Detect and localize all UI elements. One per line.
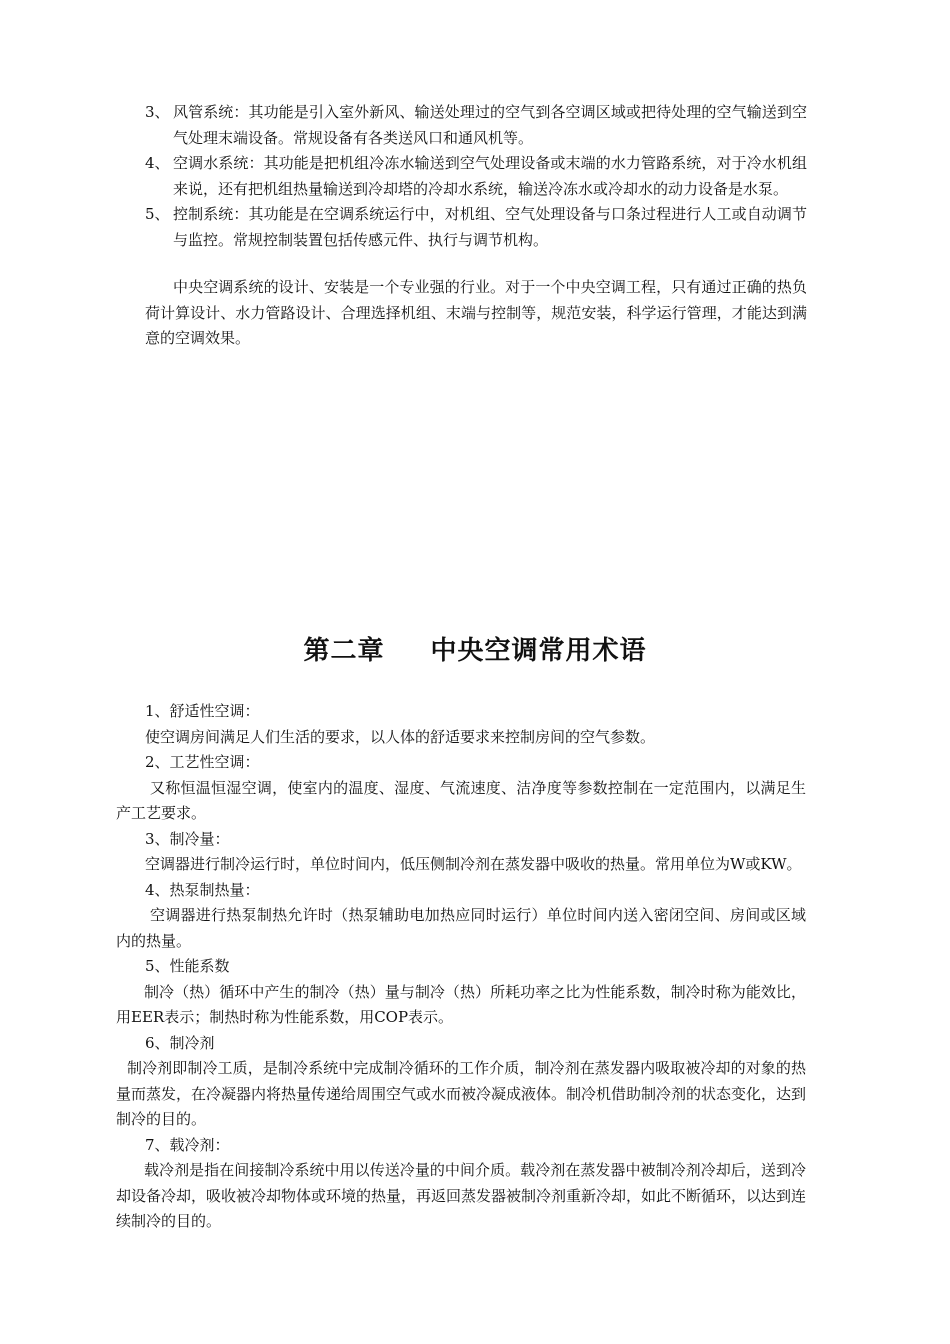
term-definition: 制冷剂即制冷工质，是制冷系统中完成制冷循环的工作介质，制冷剂在蒸发器内吸取被冷却的对象的热量而蒸发，在冷凝器内将热量传递给周围空气或水而被冷凝成液体。制冷机借助制冷剂的状态变化，达到制冷的目的。 [116,1059,807,1128]
list-item-text: 风管系统：其功能是引入室外新风、输送处理过的空气到各空调区域或把待处理的空气输送到空气处理末端设备。常规设备有各类送风口和通风机等。 [173,103,807,147]
term-heading: 6、制冷剂 [145,1033,215,1052]
chapter-title: 中央空调常用术语 [430,636,647,666]
chapter-number: 第二章 [303,636,385,666]
list-item [145,151,807,202]
term-definition: 使空调房间满足人们生活的要求，以人体的舒适要求来控制房间的空气参数。 [145,727,656,746]
term-heading: 2、工艺性空调： [145,753,260,771]
list-item-text: 空调水系统：其功能是把机组冷冻水输送到空气处理设备或末端的水力管路系统，对于冷水机组来说，还有把机组热量输送到冷却塔的冷却水系统，输送冷冻水或冷却水的动力设备是水泵。 [173,154,807,198]
term-heading: 4、热泵制热量： [145,880,260,899]
term-definition: 制冷（热）循环中产生的制冷（热）量与制冷（热）所耗功率之比为性能系数，制冷时称为能效比，用EER表示；制热时称为性能系数，用COP表示。 [116,982,806,1026]
list-item-number: 3、 [145,103,170,121]
list-item-number: 5、 [145,205,170,223]
list-item [145,100,807,151]
term-definition: 空调器进行制冷运行时，单位时间内，低压侧制冷剂在蒸发器中吸收的热量。常用单位为W或KW。 [145,855,802,873]
term-definition: 载冷剂是指在间接制冷系统中用以传送冷量的中间介质。载冷剂在蒸发器中被制冷剂冷却后，送到冷却设备冷却，吸收被冷却物体或环境的热量，再返回蒸发器被制冷剂重新冷却，如此不断循环，以达到连续制冷的目的。 [116,1161,807,1230]
terms-list [116,699,806,1235]
term-definition: 空调器进行热泵制热允许时（热泵辅助电加热应同时运行）单位时间内送入密闭空间、房间或区域内的热量。 [116,906,806,950]
list-item-number: 4、 [145,154,170,172]
summary-paragraph: 中央空调系统的设计、安装是一个专业强的行业。对于一个中央空调工程，只有通过正确的热负荷计算设计、水力管路设计、合理选择机组、末端与控制等，规范安装，科学运行管理，才能达到满意的空调效果。 [145,278,807,347]
term-heading: 1、舒适性空调： [145,702,260,720]
chapter-heading [0,630,950,667]
system-components-list [145,100,807,253]
list-item [145,202,807,253]
list-item-text: 控制系统：其功能是在空调系统运行中，对机组、空气处理设备与口条过程进行人工或自动调节与监控。常规控制装置包括传感元件、执行与调节机构。 [173,205,807,249]
term-heading: 5、性能系数 [145,957,230,975]
term-heading: 7、载冷剂： [145,1135,230,1154]
term-heading: 3、制冷量： [145,829,230,848]
term-definition: 又称恒温恒湿空调，使室内的温度、湿度、气流速度、洁净度等参数控制在一定范围内，以满足生产工艺要求。 [116,778,806,822]
